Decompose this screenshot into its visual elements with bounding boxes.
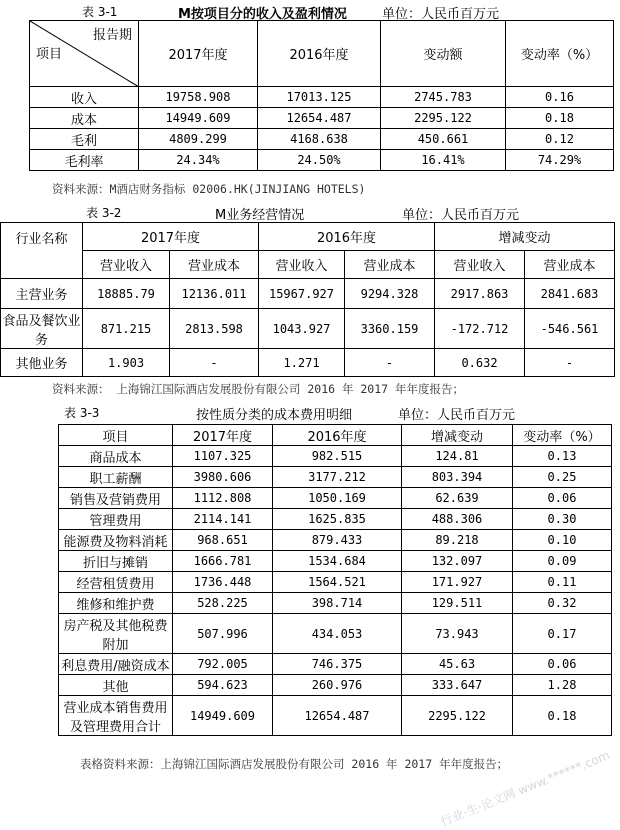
table-row — [59, 654, 612, 675]
row-label: 毛利 — [30, 129, 139, 150]
cell: 2841.683 — [525, 279, 615, 309]
table1-title: M按项目分的收入及盈利情况 — [178, 7, 347, 22]
cell: 0.06 — [513, 488, 612, 509]
cell: 488.306 — [402, 509, 513, 530]
cell: 171.927 — [402, 572, 513, 593]
table2-subheader: 营业收入 — [435, 251, 525, 279]
table-row — [59, 593, 612, 614]
watermark: 行业·生·论文网 www.******.com — [438, 748, 612, 829]
table2-group-header: 2017年度 — [83, 223, 259, 251]
cell: 0.25 — [513, 467, 612, 488]
table3-header: 项目 — [59, 425, 173, 446]
table2-group-header: 2016年度 — [259, 223, 435, 251]
cell: 746.375 — [273, 654, 402, 675]
table-row — [59, 509, 612, 530]
table1-unit: 单位：人民币百万元 — [382, 7, 500, 22]
cell: 45.63 — [402, 654, 513, 675]
cell: 803.394 — [402, 467, 513, 488]
cell: 4809.299 — [139, 129, 258, 150]
cell: 871.215 — [83, 309, 170, 349]
table-row — [59, 446, 612, 467]
table3-source: 表格资料来源：上海锦江国际酒店发展股份有限公司 2016 年 2017 年年度报告； — [80, 757, 509, 771]
table2-source: 资料来源： 上海锦江国际酒店发展股份有限公司 2016 年 2017 年年度报告； — [52, 382, 465, 396]
table-row — [59, 488, 612, 509]
table-row — [59, 530, 612, 551]
cell: 62.639 — [402, 488, 513, 509]
table-row — [59, 467, 612, 488]
cell: 1043.927 — [259, 309, 345, 349]
cell: 12136.011 — [170, 279, 259, 309]
cell: 1.903 — [83, 349, 170, 377]
table3-header: 2016年度 — [273, 425, 402, 446]
cell: 0.12 — [506, 129, 614, 150]
cell: 333.647 — [402, 675, 513, 696]
table2-subheader: 营业收入 — [83, 251, 170, 279]
cell: 0.06 — [513, 654, 612, 675]
table1-header: 2017年度 — [139, 21, 258, 87]
cell: 434.053 — [273, 614, 402, 654]
cell: 528.225 — [173, 593, 273, 614]
table1-header: 变动额 — [381, 21, 506, 87]
table2-subheader: 营业成本 — [525, 251, 615, 279]
cell: 24.50% — [258, 150, 381, 171]
table3-title: 按性质分类的成本费用明细 — [196, 408, 353, 423]
cell: 982.515 — [273, 446, 402, 467]
row-label: 职工薪酬 — [59, 467, 173, 488]
table-row — [30, 87, 614, 108]
table1 — [29, 20, 614, 171]
cell: 2295.122 — [381, 108, 506, 129]
cell: 2295.122 — [402, 696, 513, 736]
table1-header: 变动率（%） — [506, 21, 614, 87]
cell: 594.623 — [173, 675, 273, 696]
cell: -546.561 — [525, 309, 615, 349]
table2-industry-header: 行业名称 — [1, 223, 83, 279]
row-label: 食品及餐饮业务 — [1, 309, 83, 349]
cell: 18885.79 — [83, 279, 170, 309]
row-label: 维修和维护费 — [59, 593, 173, 614]
table3-header: 变动率（%） — [513, 425, 612, 446]
cell: 89.218 — [402, 530, 513, 551]
cell: 398.714 — [273, 593, 402, 614]
row-label: 折旧与摊销 — [59, 551, 173, 572]
cell: 0.632 — [435, 349, 525, 377]
cell: 1666.781 — [173, 551, 273, 572]
table3-number: 表 3-3 — [64, 406, 100, 420]
row-label: 经营租赁费用 — [59, 572, 173, 593]
cell: 0.11 — [513, 572, 612, 593]
cell: 124.81 — [402, 446, 513, 467]
row-label: 管理费用 — [59, 509, 173, 530]
cell: 0.10 — [513, 530, 612, 551]
cell: 792.005 — [173, 654, 273, 675]
table2-subheader: 营业成本 — [170, 251, 259, 279]
cell: 14949.609 — [173, 696, 273, 736]
row-label: 其他业务 — [1, 349, 83, 377]
cell: 0.30 — [513, 509, 612, 530]
cell: 129.511 — [402, 593, 513, 614]
cell: 3980.606 — [173, 467, 273, 488]
cell: 132.097 — [402, 551, 513, 572]
cell: 17013.125 — [258, 87, 381, 108]
row-label: 营业成本销售费用及管理费用合计 — [59, 696, 173, 736]
table-row — [30, 150, 614, 171]
table2-title: M业务经营情况 — [215, 208, 305, 223]
table1-header: 2016年度 — [258, 21, 381, 87]
row-label: 主营业务 — [1, 279, 83, 309]
cell: 1112.808 — [173, 488, 273, 509]
row-label: 商品成本 — [59, 446, 173, 467]
cell: 968.651 — [173, 530, 273, 551]
row-label: 房产税及其他税费附加 — [59, 614, 173, 654]
row-label: 成本 — [30, 108, 139, 129]
cell: 12654.487 — [258, 108, 381, 129]
table-row — [59, 614, 612, 654]
table2-number: 表 3-2 — [86, 206, 122, 220]
cell: 16.41% — [381, 150, 506, 171]
cell: 1050.169 — [273, 488, 402, 509]
cell: 4168.638 — [258, 129, 381, 150]
table3 — [58, 424, 612, 736]
row-label: 销售及营销费用 — [59, 488, 173, 509]
cell: 1564.521 — [273, 572, 402, 593]
cell: 1736.448 — [173, 572, 273, 593]
cell: 15967.927 — [259, 279, 345, 309]
cell: - — [525, 349, 615, 377]
cell: 1534.684 — [273, 551, 402, 572]
cell: -172.712 — [435, 309, 525, 349]
table-row — [1, 349, 615, 377]
cell: 507.996 — [173, 614, 273, 654]
table-row — [1, 309, 615, 349]
cell: 73.943 — [402, 614, 513, 654]
cell: 2745.783 — [381, 87, 506, 108]
table1-corner-top: 报告期 — [92, 28, 132, 43]
table3-header: 增减变动 — [402, 425, 513, 446]
cell: 1.271 — [259, 349, 345, 377]
table-row — [30, 129, 614, 150]
table3-unit: 单位：人民币百万元 — [398, 408, 516, 423]
cell: 3360.159 — [345, 309, 435, 349]
cell: 12654.487 — [273, 696, 402, 736]
table2-unit: 单位：人民币百万元 — [402, 208, 520, 223]
cell: 9294.328 — [345, 279, 435, 309]
cell: 3177.212 — [273, 467, 402, 488]
cell: 1625.835 — [273, 509, 402, 530]
cell: 0.16 — [506, 87, 614, 108]
table1-number: 表 3-1 — [82, 5, 118, 19]
cell: 0.18 — [513, 696, 612, 736]
cell: 260.976 — [273, 675, 402, 696]
row-label: 利息费用/融资成本 — [59, 654, 173, 675]
cell: 1.28 — [513, 675, 612, 696]
cell: 0.18 — [506, 108, 614, 129]
table1-corner-cell — [30, 21, 139, 87]
cell: 19758.908 — [139, 87, 258, 108]
table1-source: 资料来源：M酒店财务指标 02006.HK(JINJIANG HOTELS) — [52, 182, 366, 196]
row-label: 毛利率 — [30, 150, 139, 171]
table-row — [1, 279, 615, 309]
cell: 0.13 — [513, 446, 612, 467]
cell: 0.32 — [513, 593, 612, 614]
table-row — [30, 108, 614, 129]
cell: 450.661 — [381, 129, 506, 150]
table3-header: 2017年度 — [173, 425, 273, 446]
table2 — [0, 222, 615, 377]
cell: - — [345, 349, 435, 377]
table-row — [59, 551, 612, 572]
cell: 0.17 — [513, 614, 612, 654]
cell: 2917.863 — [435, 279, 525, 309]
table2-group-header: 增减变动 — [435, 223, 615, 251]
table2-subheader: 营业成本 — [345, 251, 435, 279]
row-label: 收入 — [30, 87, 139, 108]
cell: - — [170, 349, 259, 377]
table-row — [59, 572, 612, 593]
cell: 0.09 — [513, 551, 612, 572]
row-label: 其他 — [59, 675, 173, 696]
table-row — [59, 675, 612, 696]
cell: 2114.141 — [173, 509, 273, 530]
table2-subheader: 营业收入 — [259, 251, 345, 279]
cell: 24.34% — [139, 150, 258, 171]
cell: 74.29% — [506, 150, 614, 171]
cell: 14949.609 — [139, 108, 258, 129]
table1-corner-bottom: 项目 — [36, 47, 63, 62]
row-label: 能源费及物料消耗 — [59, 530, 173, 551]
cell: 2813.598 — [170, 309, 259, 349]
cell: 879.433 — [273, 530, 402, 551]
table-row — [59, 696, 612, 736]
cell: 1107.325 — [173, 446, 273, 467]
